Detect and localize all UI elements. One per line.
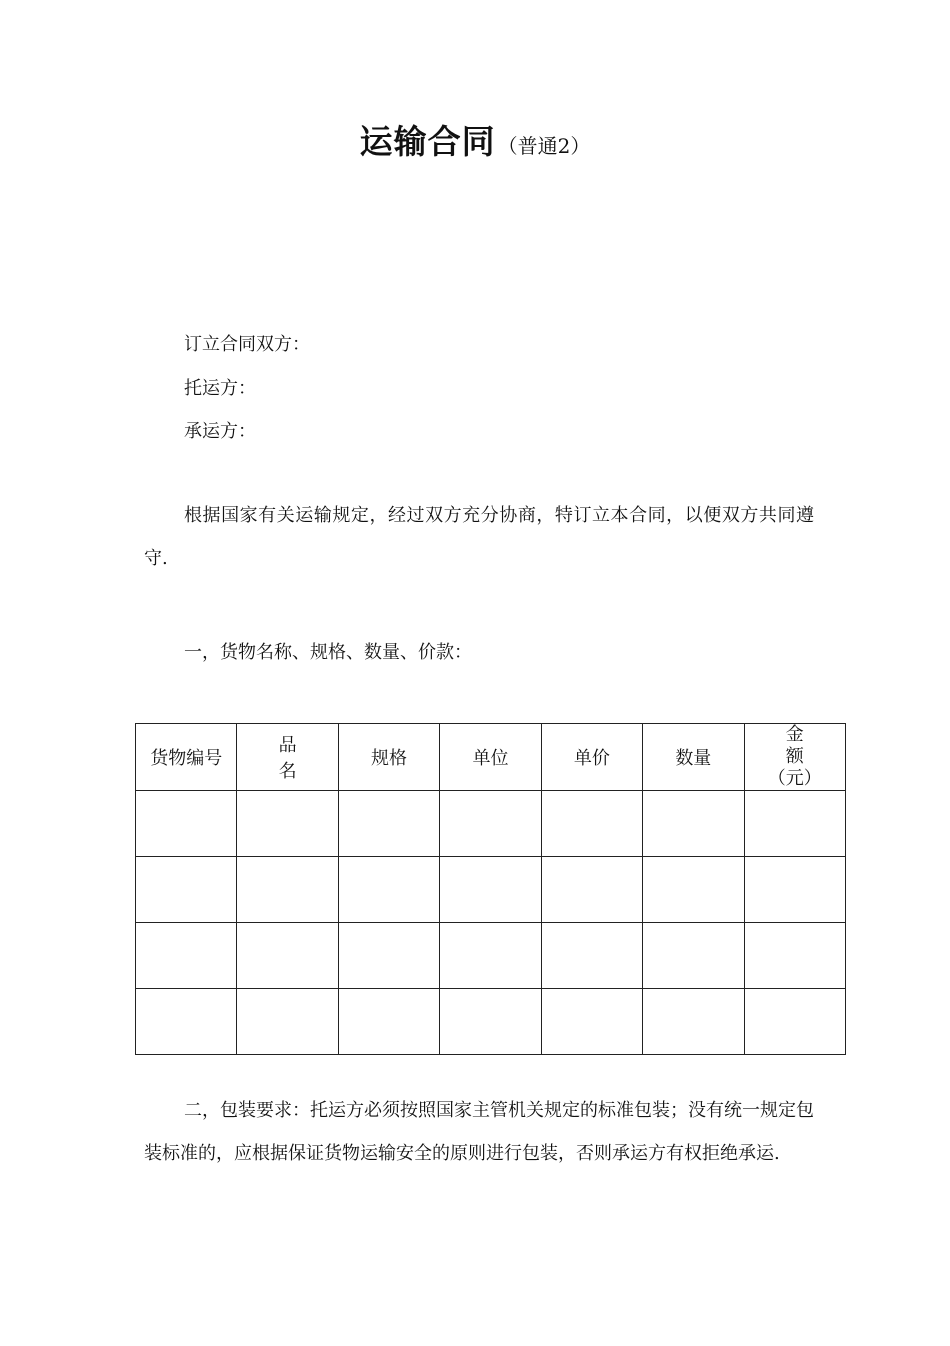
table-cell[interactable] [440, 791, 541, 857]
table-cell[interactable] [440, 923, 541, 989]
table-cell[interactable] [338, 791, 439, 857]
preamble-paragraph: 根据国家有关运输规定，经过双方充分协商，特订立本合同，以便双方共同遵守. [144, 505, 814, 569]
table-cell[interactable] [338, 989, 439, 1055]
header-amount-line2: （元） [767, 768, 822, 789]
parties-heading: 订立合同双方： [184, 334, 310, 355]
document-subtitle: （普通2） [497, 134, 591, 158]
table-row [136, 857, 846, 923]
table-cell[interactable] [136, 857, 237, 923]
section2-paragraph: 二，包装要求：托运方必须按照国家主管机关规定的标准包装；没有统一规定包装标准的，应根据保证货物运输安全的原则进行包装，否则承运方有权拒绝承运. [144, 1100, 814, 1164]
table-cell[interactable] [744, 989, 845, 1055]
table-cell[interactable] [541, 857, 642, 923]
table-cell[interactable] [136, 989, 237, 1055]
table-row [136, 791, 846, 857]
carrier-label: 承运方： [184, 421, 256, 442]
header-unit: 单位 [440, 724, 541, 791]
table-row [136, 923, 846, 989]
table-cell[interactable] [643, 857, 744, 923]
header-unit-price: 单价 [541, 724, 642, 791]
header-quantity: 数量 [643, 724, 744, 791]
table-cell[interactable] [643, 989, 744, 1055]
table-cell[interactable] [643, 923, 744, 989]
table-cell[interactable] [744, 857, 845, 923]
table-cell[interactable] [541, 989, 642, 1055]
section1-heading: 一，货物名称、规格、数量、价款： [184, 642, 472, 663]
table-cell[interactable] [440, 857, 541, 923]
table-cell[interactable] [136, 791, 237, 857]
table-cell[interactable] [744, 791, 845, 857]
goods-table-header-row [136, 724, 846, 791]
goods-table [135, 723, 846, 1055]
header-name: 品名 [237, 724, 338, 791]
table-cell[interactable] [237, 989, 338, 1055]
table-cell[interactable] [237, 923, 338, 989]
table-cell[interactable] [643, 791, 744, 857]
document-title: 运输合同 [359, 122, 496, 161]
header-spec: 规格 [338, 724, 439, 791]
table-cell[interactable] [744, 923, 845, 989]
table-cell[interactable] [237, 791, 338, 857]
consignor-label: 托运方： [184, 378, 256, 399]
table-cell[interactable] [338, 857, 439, 923]
table-cell[interactable] [541, 791, 642, 857]
table-cell[interactable] [440, 989, 541, 1055]
header-amount [744, 724, 845, 791]
header-item-no: 货物编号 [136, 724, 237, 791]
document-title-block [0, 116, 950, 163]
table-row [136, 989, 846, 1055]
table-cell[interactable] [136, 923, 237, 989]
header-amount-line1: 金额 [785, 724, 826, 767]
table-cell[interactable] [541, 923, 642, 989]
table-cell[interactable] [237, 857, 338, 923]
table-cell[interactable] [338, 923, 439, 989]
